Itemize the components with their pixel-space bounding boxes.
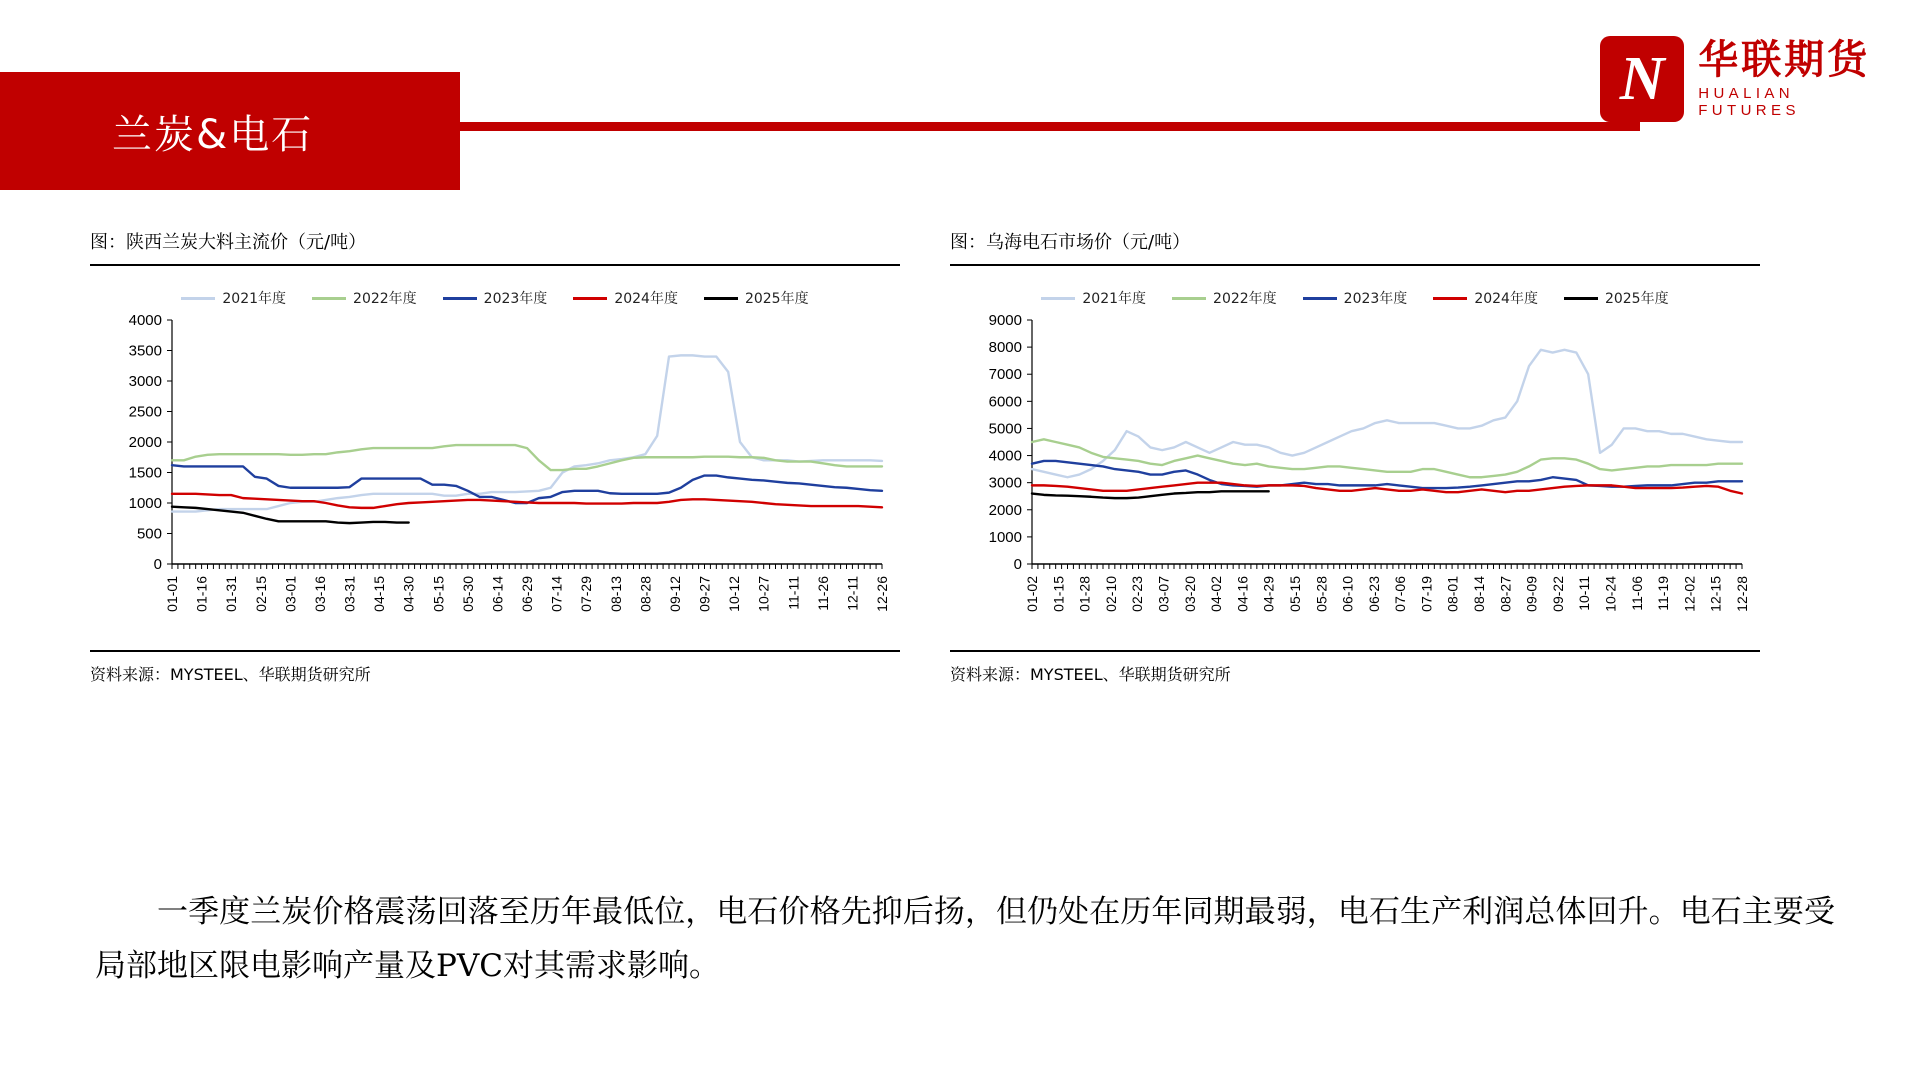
legend-label-2023: 2023年度 [483, 291, 548, 307]
svg-text:10-12: 10-12 [726, 576, 743, 612]
legend-item-2025 [1564, 288, 1669, 308]
chart-title-lantan: 图：陕西兰炭大料主流价（元/吨） [90, 232, 367, 253]
svg-text:09-22: 09-22 [1549, 576, 1566, 612]
legend-swatch-2023 [1303, 297, 1337, 300]
chart-legend-dianshi [950, 288, 1760, 308]
svg-text:2000: 2000 [128, 434, 162, 451]
legend-item-2021 [181, 288, 286, 308]
legend-swatch-2025 [1564, 297, 1598, 300]
svg-text:12-02: 12-02 [1681, 576, 1698, 612]
svg-text:10-24: 10-24 [1602, 576, 1619, 612]
logo-company-en: HUALIAN FUTURES [1698, 85, 1800, 119]
svg-text:06-10: 06-10 [1339, 576, 1356, 612]
svg-text:06-29: 06-29 [519, 576, 535, 612]
svg-text:11-19: 11-19 [1655, 576, 1672, 611]
chart-canvas-dianshi [950, 312, 1760, 642]
page-title: 兰炭&电石 [112, 111, 314, 158]
legend-swatch-2024 [573, 297, 607, 300]
svg-text:04-29: 04-29 [1260, 576, 1277, 612]
legend-swatch-2021 [1041, 297, 1075, 300]
svg-text:03-16: 03-16 [311, 576, 328, 612]
legend-swatch-2024 [1433, 297, 1467, 300]
svg-text:1000: 1000 [988, 528, 1022, 546]
svg-text:10-27: 10-27 [755, 576, 772, 612]
svg-text:04-15: 04-15 [371, 576, 388, 612]
svg-text:07-06: 07-06 [1392, 576, 1409, 612]
svg-text:04-16: 04-16 [1234, 576, 1251, 612]
svg-text:8000: 8000 [988, 339, 1022, 357]
legend-label-2022: 2022年度 [353, 291, 417, 307]
svg-text:06-14: 06-14 [489, 576, 506, 612]
legend-label-2022: 2022年度 [1213, 291, 1277, 307]
legend-item-2022 [1172, 288, 1277, 308]
svg-text:08-01: 08-01 [1444, 576, 1461, 612]
svg-text:03-01: 03-01 [282, 576, 299, 612]
legend-swatch-2021 [181, 297, 215, 300]
chart-canvas-lantan [90, 312, 900, 642]
svg-text:500: 500 [136, 525, 162, 543]
legend-label-2024: 2024年度 [614, 291, 678, 307]
svg-text:02-10: 02-10 [1102, 576, 1119, 612]
svg-text:01-01: 01-01 [164, 576, 180, 612]
svg-text:6000: 6000 [988, 393, 1022, 411]
summary-text: 一季度兰炭价格震荡回落至历年最低位，电石价格先抑后扬，但仍处在历年同期最弱，电石生产利润总体回升。电石主要受局部地区限电影响产量及PVC对其需求影响。 [95, 894, 1835, 985]
legend-item-2023 [443, 288, 548, 308]
legend-item-2025 [704, 288, 809, 308]
svg-text:01-28: 01-28 [1076, 576, 1093, 612]
svg-text:12-28: 12-28 [1734, 576, 1750, 612]
chart-panel-lantan [90, 228, 900, 685]
legend-item-2024 [1433, 288, 1538, 308]
legend-swatch-2022 [312, 297, 346, 300]
svg-text:05-28: 05-28 [1313, 576, 1330, 612]
svg-text:03-20: 03-20 [1181, 576, 1198, 612]
panel-divider-top-right [950, 264, 1760, 266]
legend-label-2024: 2024年度 [1474, 291, 1538, 307]
svg-text:01-02: 01-02 [1024, 576, 1040, 612]
svg-text:01-31: 01-31 [223, 576, 240, 612]
chart-source-dianshi: 资料来源：MYSTEEL、华联期货研究所 [950, 665, 1231, 684]
chart-panel-dianshi [950, 228, 1760, 685]
svg-text:07-29: 07-29 [578, 576, 595, 612]
svg-text:11-06: 11-06 [1628, 576, 1645, 611]
legend-label-2021: 2021年度 [1082, 291, 1147, 307]
svg-text:05-15: 05-15 [1286, 576, 1303, 612]
title-rule [460, 122, 1640, 131]
legend-label-2021: 2021年度 [222, 291, 287, 307]
svg-text:08-13: 08-13 [607, 576, 624, 612]
svg-text:02-15: 02-15 [252, 576, 269, 612]
svg-text:03-31: 03-31 [341, 576, 358, 612]
legend-swatch-2023 [443, 297, 477, 300]
legend-item-2022 [312, 288, 417, 308]
svg-text:4000: 4000 [988, 447, 1022, 465]
svg-text:3500: 3500 [128, 342, 162, 360]
svg-text:10-11: 10-11 [1576, 576, 1593, 611]
svg-text:4000: 4000 [128, 312, 162, 329]
svg-text:08-27: 08-27 [1497, 576, 1514, 612]
legend-swatch-2025 [704, 297, 738, 300]
svg-text:06-23: 06-23 [1365, 576, 1382, 612]
svg-text:08-14: 08-14 [1471, 576, 1488, 612]
svg-text:05-15: 05-15 [430, 576, 447, 612]
svg-text:05-30: 05-30 [459, 576, 476, 612]
svg-text:07-14: 07-14 [548, 576, 565, 612]
svg-text:9000: 9000 [988, 312, 1022, 329]
svg-text:3000: 3000 [988, 474, 1022, 492]
svg-text:7000: 7000 [988, 366, 1022, 384]
logo-text [1698, 39, 1900, 119]
svg-text:12-26: 12-26 [874, 576, 890, 612]
page-title-block [0, 72, 460, 190]
svg-text:03-07: 03-07 [1155, 576, 1172, 612]
chart-source-lantan: 资料来源：MYSTEEL、华联期货研究所 [90, 665, 371, 684]
legend-label-2023: 2023年度 [1343, 291, 1408, 307]
svg-text:0: 0 [1013, 556, 1022, 573]
logo-mark-icon [1600, 36, 1684, 122]
svg-text:2500: 2500 [128, 403, 162, 421]
svg-text:3000: 3000 [128, 373, 162, 390]
svg-text:07-19: 07-19 [1418, 576, 1435, 612]
panel-divider-top-left [90, 264, 900, 266]
svg-text:1000: 1000 [128, 495, 162, 512]
svg-text:09-12: 09-12 [666, 576, 683, 612]
svg-text:01-16: 01-16 [193, 576, 210, 612]
svg-text:09-27: 09-27 [696, 576, 713, 612]
summary-paragraph [95, 885, 1835, 994]
chart-legend-lantan [90, 288, 900, 308]
svg-text:01-15: 01-15 [1050, 576, 1067, 612]
legend-label-2025: 2025年度 [744, 291, 809, 307]
svg-text:09-09: 09-09 [1523, 576, 1540, 612]
svg-text:11-11: 11-11 [785, 576, 802, 610]
legend-label-2025: 2025年度 [1604, 291, 1669, 307]
svg-text:1500: 1500 [128, 464, 162, 482]
svg-text:0: 0 [153, 556, 162, 573]
legend-item-2024 [573, 288, 678, 308]
svg-text:5000: 5000 [988, 420, 1022, 438]
chart-title-dianshi: 图：乌海电石市场价（元/吨） [950, 232, 1191, 253]
svg-text:04-02: 04-02 [1208, 576, 1225, 612]
svg-text:08-28: 08-28 [637, 576, 654, 612]
legend-item-2023 [1303, 288, 1408, 308]
svg-text:12-11: 12-11 [844, 576, 861, 611]
brand-logo [1600, 36, 1900, 122]
svg-text:11-26: 11-26 [814, 576, 831, 611]
svg-text:04-30: 04-30 [400, 576, 417, 612]
svg-text:2000: 2000 [988, 501, 1022, 519]
legend-swatch-2022 [1172, 297, 1206, 300]
svg-text:12-15: 12-15 [1707, 576, 1724, 612]
svg-text:02-23: 02-23 [1129, 576, 1146, 612]
logo-company-cn: 华联期货 [1698, 37, 1871, 83]
legend-item-2021 [1041, 288, 1146, 308]
logo-letter: N [1619, 45, 1665, 113]
